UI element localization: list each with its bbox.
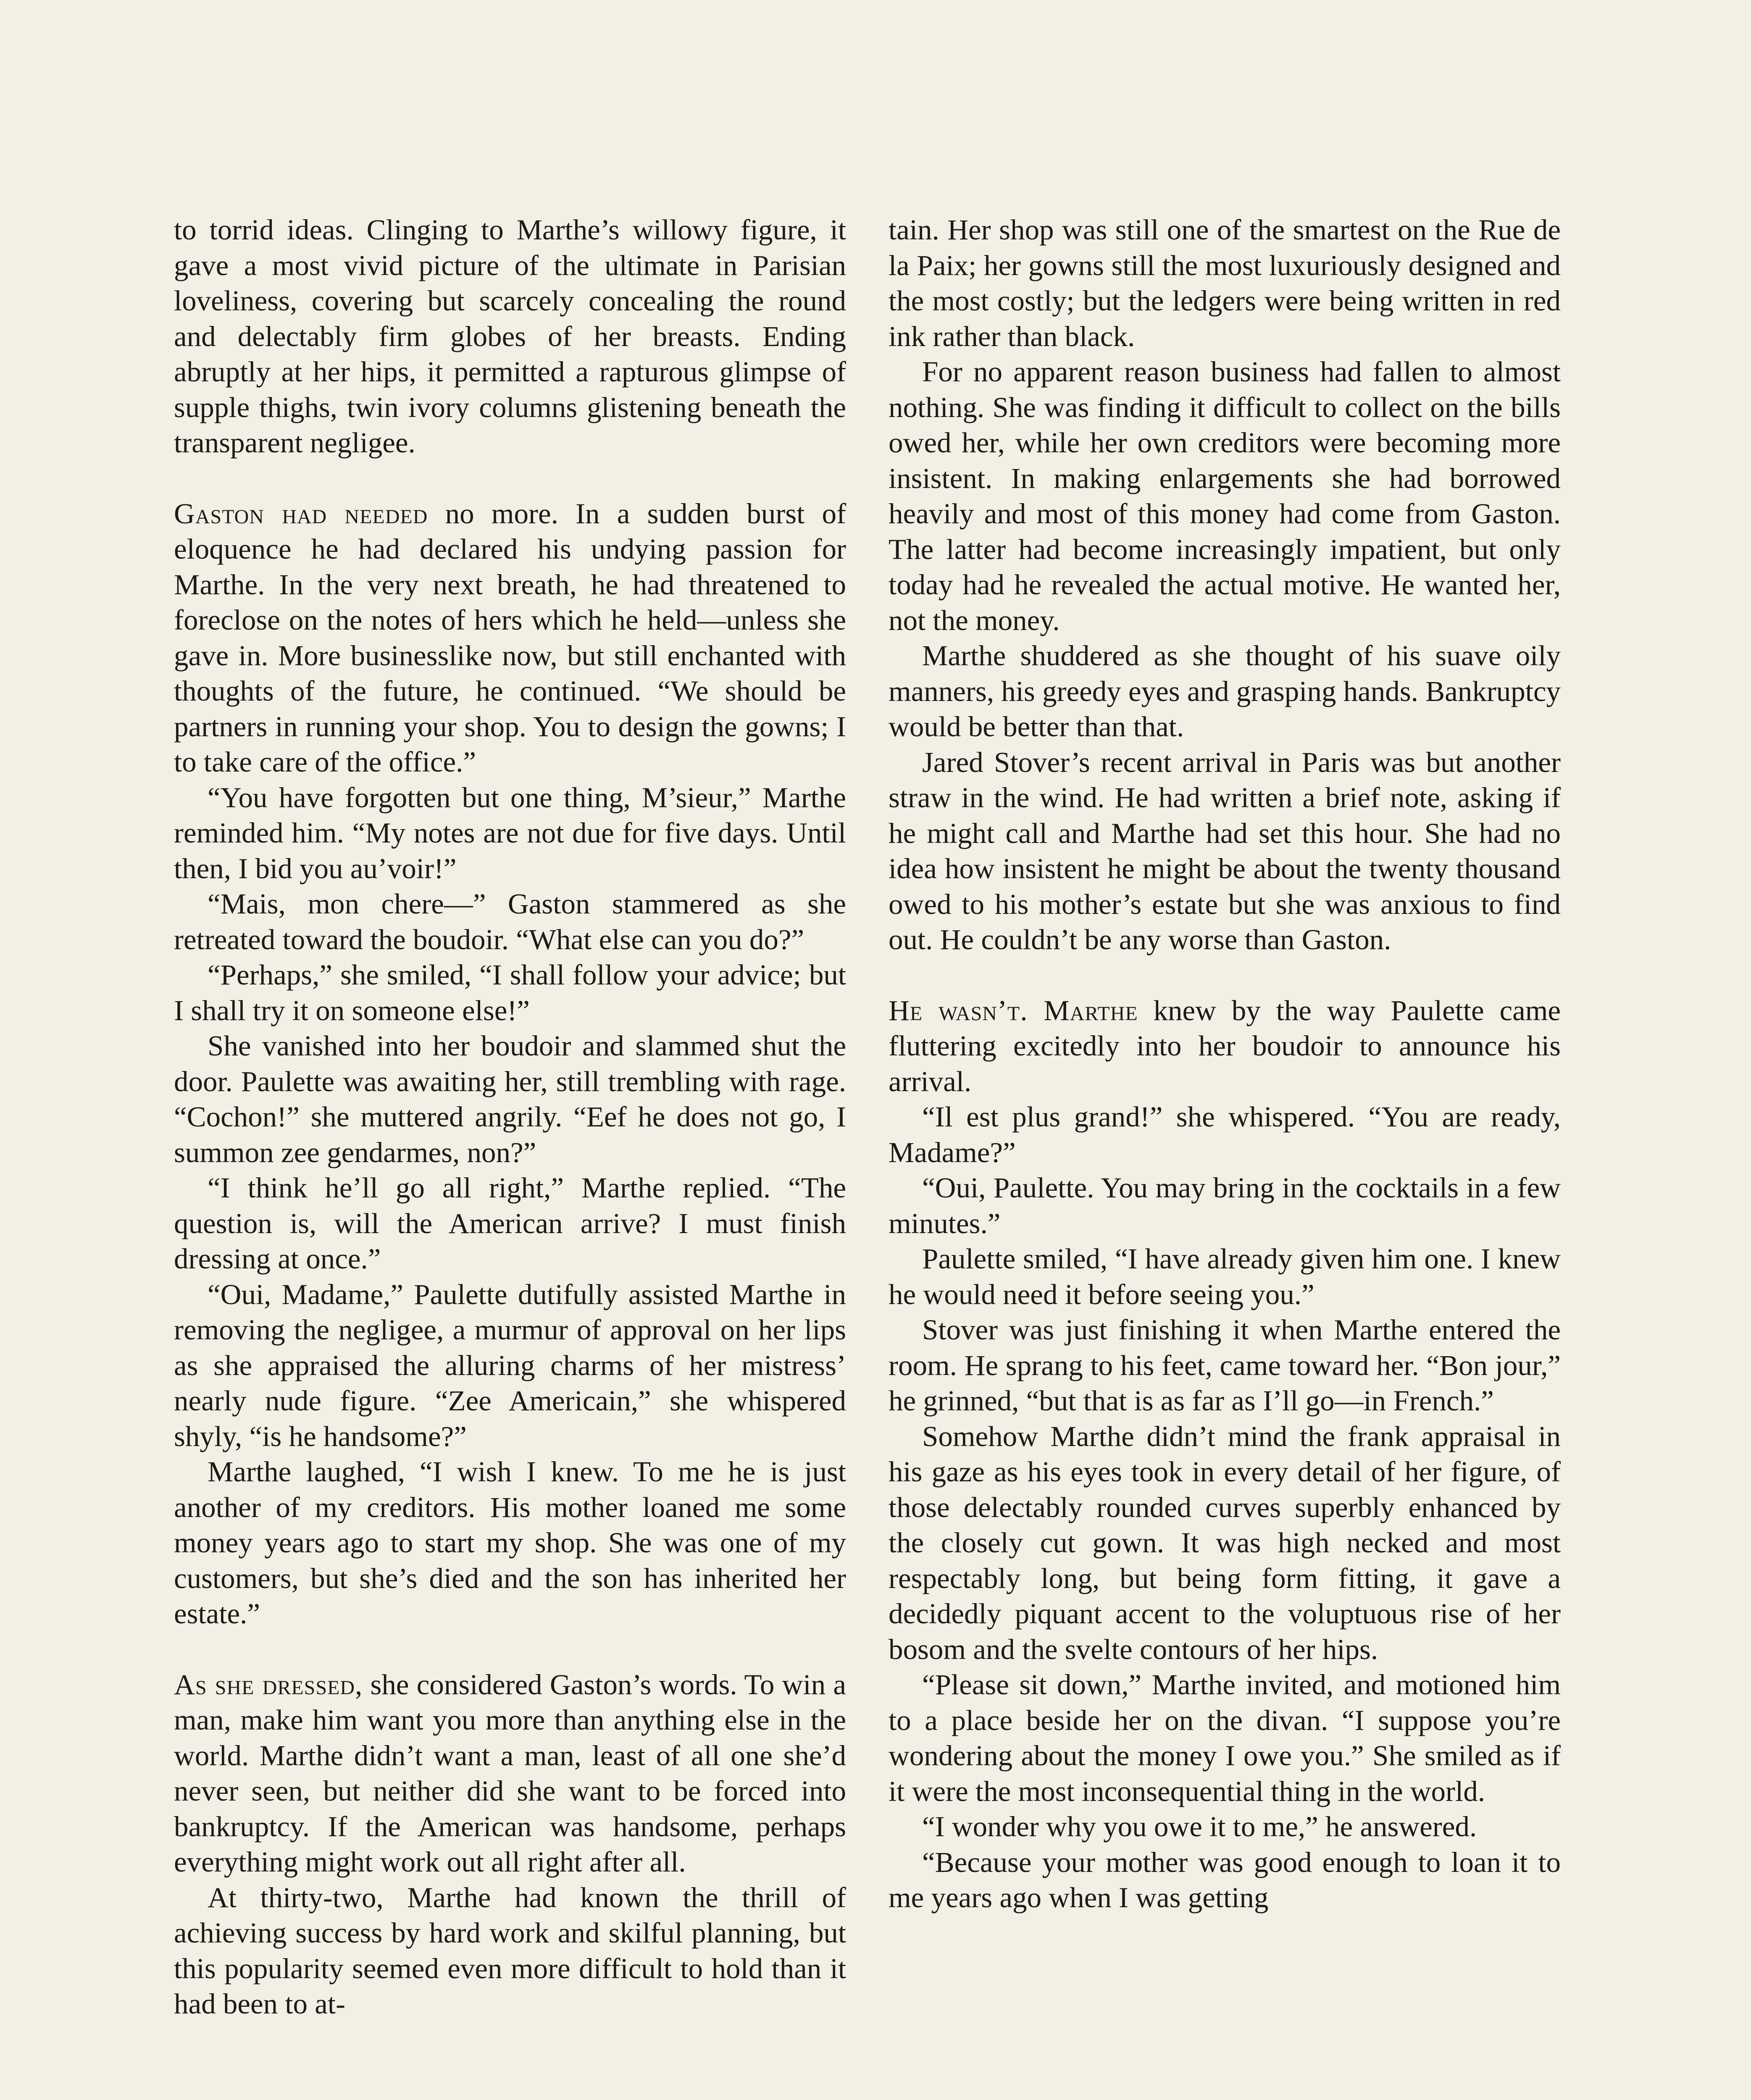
paragraph [174, 886, 846, 957]
paragraph-text: knew by the way Paulette came fluttering excitedly into her boudoir to announce his arrival. [889, 994, 1561, 1097]
paragraph [889, 354, 1561, 638]
paragraph-text: “Il est plus grand!” she whispered. “You are ready, Madame?” [889, 1101, 1561, 1168]
paragraph-text: For no apparent reason business had fallen to almost nothing. She was finding it difficult to collect on the bills owed her, while her own creditors were becoming more insistent. In making enlargements she had borrowed heavily and most of this money had come from Gaston. The latter had become increasingly impatient, but only today had he revealed the actual motive. He wanted her, not the money. [889, 356, 1561, 636]
paragraph-text: At thirty-two, Marthe had known the thrill of achieving success by hard work and skilful planning, but this popularity seemed even more difficult to hold than it had been to at- [174, 1881, 846, 2020]
paragraph [889, 212, 1561, 354]
paragraph [174, 1277, 846, 1454]
paragraph [889, 1241, 1561, 1312]
paragraph [174, 1454, 846, 1632]
paragraph [174, 212, 846, 461]
paragraph-text: “Perhaps,” she smiled, “I shall follow your advice; but I shall try it on someone else!” [174, 959, 846, 1026]
paragraph-text: Marthe shuddered as she thought of his suave oily manners, his greedy eyes and grasping hands. Bankruptcy would be better than that. [889, 640, 1561, 743]
paragraph [174, 957, 846, 1028]
paragraph-text: tain. Her shop was still one of the smartest on the Rue de la Paix; her gowns still the most luxuriously designed and the most costly; but the ledgers were being written in red ink rather than black. [889, 214, 1561, 352]
paragraph [889, 1809, 1561, 1845]
paragraph-text: “I think he’ll go all right,” Marthe replied. “The question is, will the American arrive? I must finish dressing at once.” [174, 1172, 846, 1275]
paragraph-text: “I wonder why you owe it to me,” he answered. [922, 1811, 1477, 1843]
paragraph-text: “Mais, mon chere—” Gaston stammered as she retreated toward the boudoir. “What else can you do?” [174, 888, 846, 956]
paragraph [174, 1880, 846, 2022]
left-column [174, 212, 846, 2022]
paragraph-text: no more. In a sudden burst of eloquence he had declared his undying passion for Marthe. In the very next breath, he had threatened to foreclose on the notes of hers which he held—unless she gave in. More businesslike now, but still enchanted with thoughts of the future, he continued. “We should be partners in running your shop. You to design the gowns; I to take care of the office.” [174, 497, 846, 778]
paragraph [889, 1312, 1561, 1419]
paragraph [889, 1667, 1561, 1809]
paragraph [889, 638, 1561, 745]
paragraph-text: Paulette smiled, “I have already given him one. I knew he would need it before seeing you.” [889, 1243, 1561, 1310]
paragraph [889, 1099, 1561, 1170]
paragraph-text: Stover was just finishing it when Marthe entered the room. He sprang to his feet, came toward her. “Bon jour,” he grinned, “but that is as far as I’ll go—in French.” [889, 1314, 1561, 1417]
paragraph-text: Jared Stover’s recent arrival in Paris was but another straw in the wind. He had written a brief note, asking if he might call and Marthe had set this hour. She had no idea how insistent he might be about the twenty thousand owed to his mother’s estate but she was anxious to find out. He couldn’t be any worse than Gaston. [889, 746, 1561, 956]
paragraph-text: She vanished into her boudoir and slammed shut the door. Paulette was awaiting her, still trembling with rage. “Cochon!” she muttered angrily. “Eef he does not go, I summon zee gendarmes, non?” [174, 1030, 846, 1168]
section-lead-in: Gaston had needed [174, 497, 428, 530]
paragraph-text: Marthe laughed, “I wish I knew. To me he is just another of my creditors. His mother loaned me some money years ago to start my shop. She was one of my customers, but she’s died and the son has inherited her estate.” [174, 1456, 846, 1630]
paragraph-text: “Please sit down,” Marthe invited, and motioned him to a place beside her on the divan. “I suppose you’re wondering about the money I owe you.” She smiled as if it were the most inconsequential thing in the world. [889, 1669, 1561, 1807]
paragraph-text: “Because your mother was good enough to loan it to me years ago when I was getting [889, 1846, 1561, 1914]
paragraph [889, 1845, 1561, 1916]
paragraph [174, 1170, 846, 1277]
paragraph-text: “You have forgotten but one thing, M’sieur,” Marthe reminded him. “My notes are not due for five days. Until then, I bid you au’voir!” [174, 781, 846, 885]
right-column [889, 212, 1561, 1916]
section-lead-in: As she dressed, [174, 1668, 363, 1701]
paragraph [174, 780, 846, 887]
paragraph [889, 1170, 1561, 1241]
section-paragraph [889, 993, 1561, 1100]
paragraph [889, 745, 1561, 958]
paragraph [889, 1419, 1561, 1667]
section-paragraph [174, 496, 846, 780]
paragraph-text: she considered Gaston’s words. To win a man, make him want you more than anything else in the world. Marthe didn’t want a man, least of all one she’d never seen, but neither did she want to be forced into bankruptcy. If the American was handsome, perhaps everything might work out all right after all. [174, 1668, 846, 1878]
paragraph-text: “Oui, Paulette. You may bring in the cocktails in a few minutes.” [889, 1172, 1561, 1239]
section-paragraph [174, 1667, 846, 1880]
paragraph-text: “Oui, Madame,” Paulette dutifully assisted Marthe in removing the negligee, a murmur of approval on her lips as she appraised the alluring charms of her mistress’ nearly nude figure. “Zee Americain,” she whispered shyly, “is he handsome?” [174, 1278, 846, 1452]
paragraph-text: to torrid ideas. Clinging to Marthe’s willowy figure, it gave a most vivid picture of the ultimate in Parisian loveliness, covering but scarcely concealing the round and delectably firm globes of her breasts. Ending abruptly at her hips, it permitted a rapturous glimpse of supple thighs, twin ivory columns glistening beneath the transparent negligee. [174, 214, 846, 459]
paragraph-text: Somehow Marthe didn’t mind the frank appraisal in his gaze as his eyes took in every detail of her figure, of those delectably rounded curves superbly enhanced by the closely cut gown. It was high necked and most respectably long, but being form fitting, it gave a decidedly piquant accent to the voluptuous rise of her bosom and the svelte contours of her hips. [889, 1420, 1561, 1665]
section-lead-in: He wasn’t. Marthe [889, 994, 1138, 1026]
paragraph [174, 1028, 846, 1170]
